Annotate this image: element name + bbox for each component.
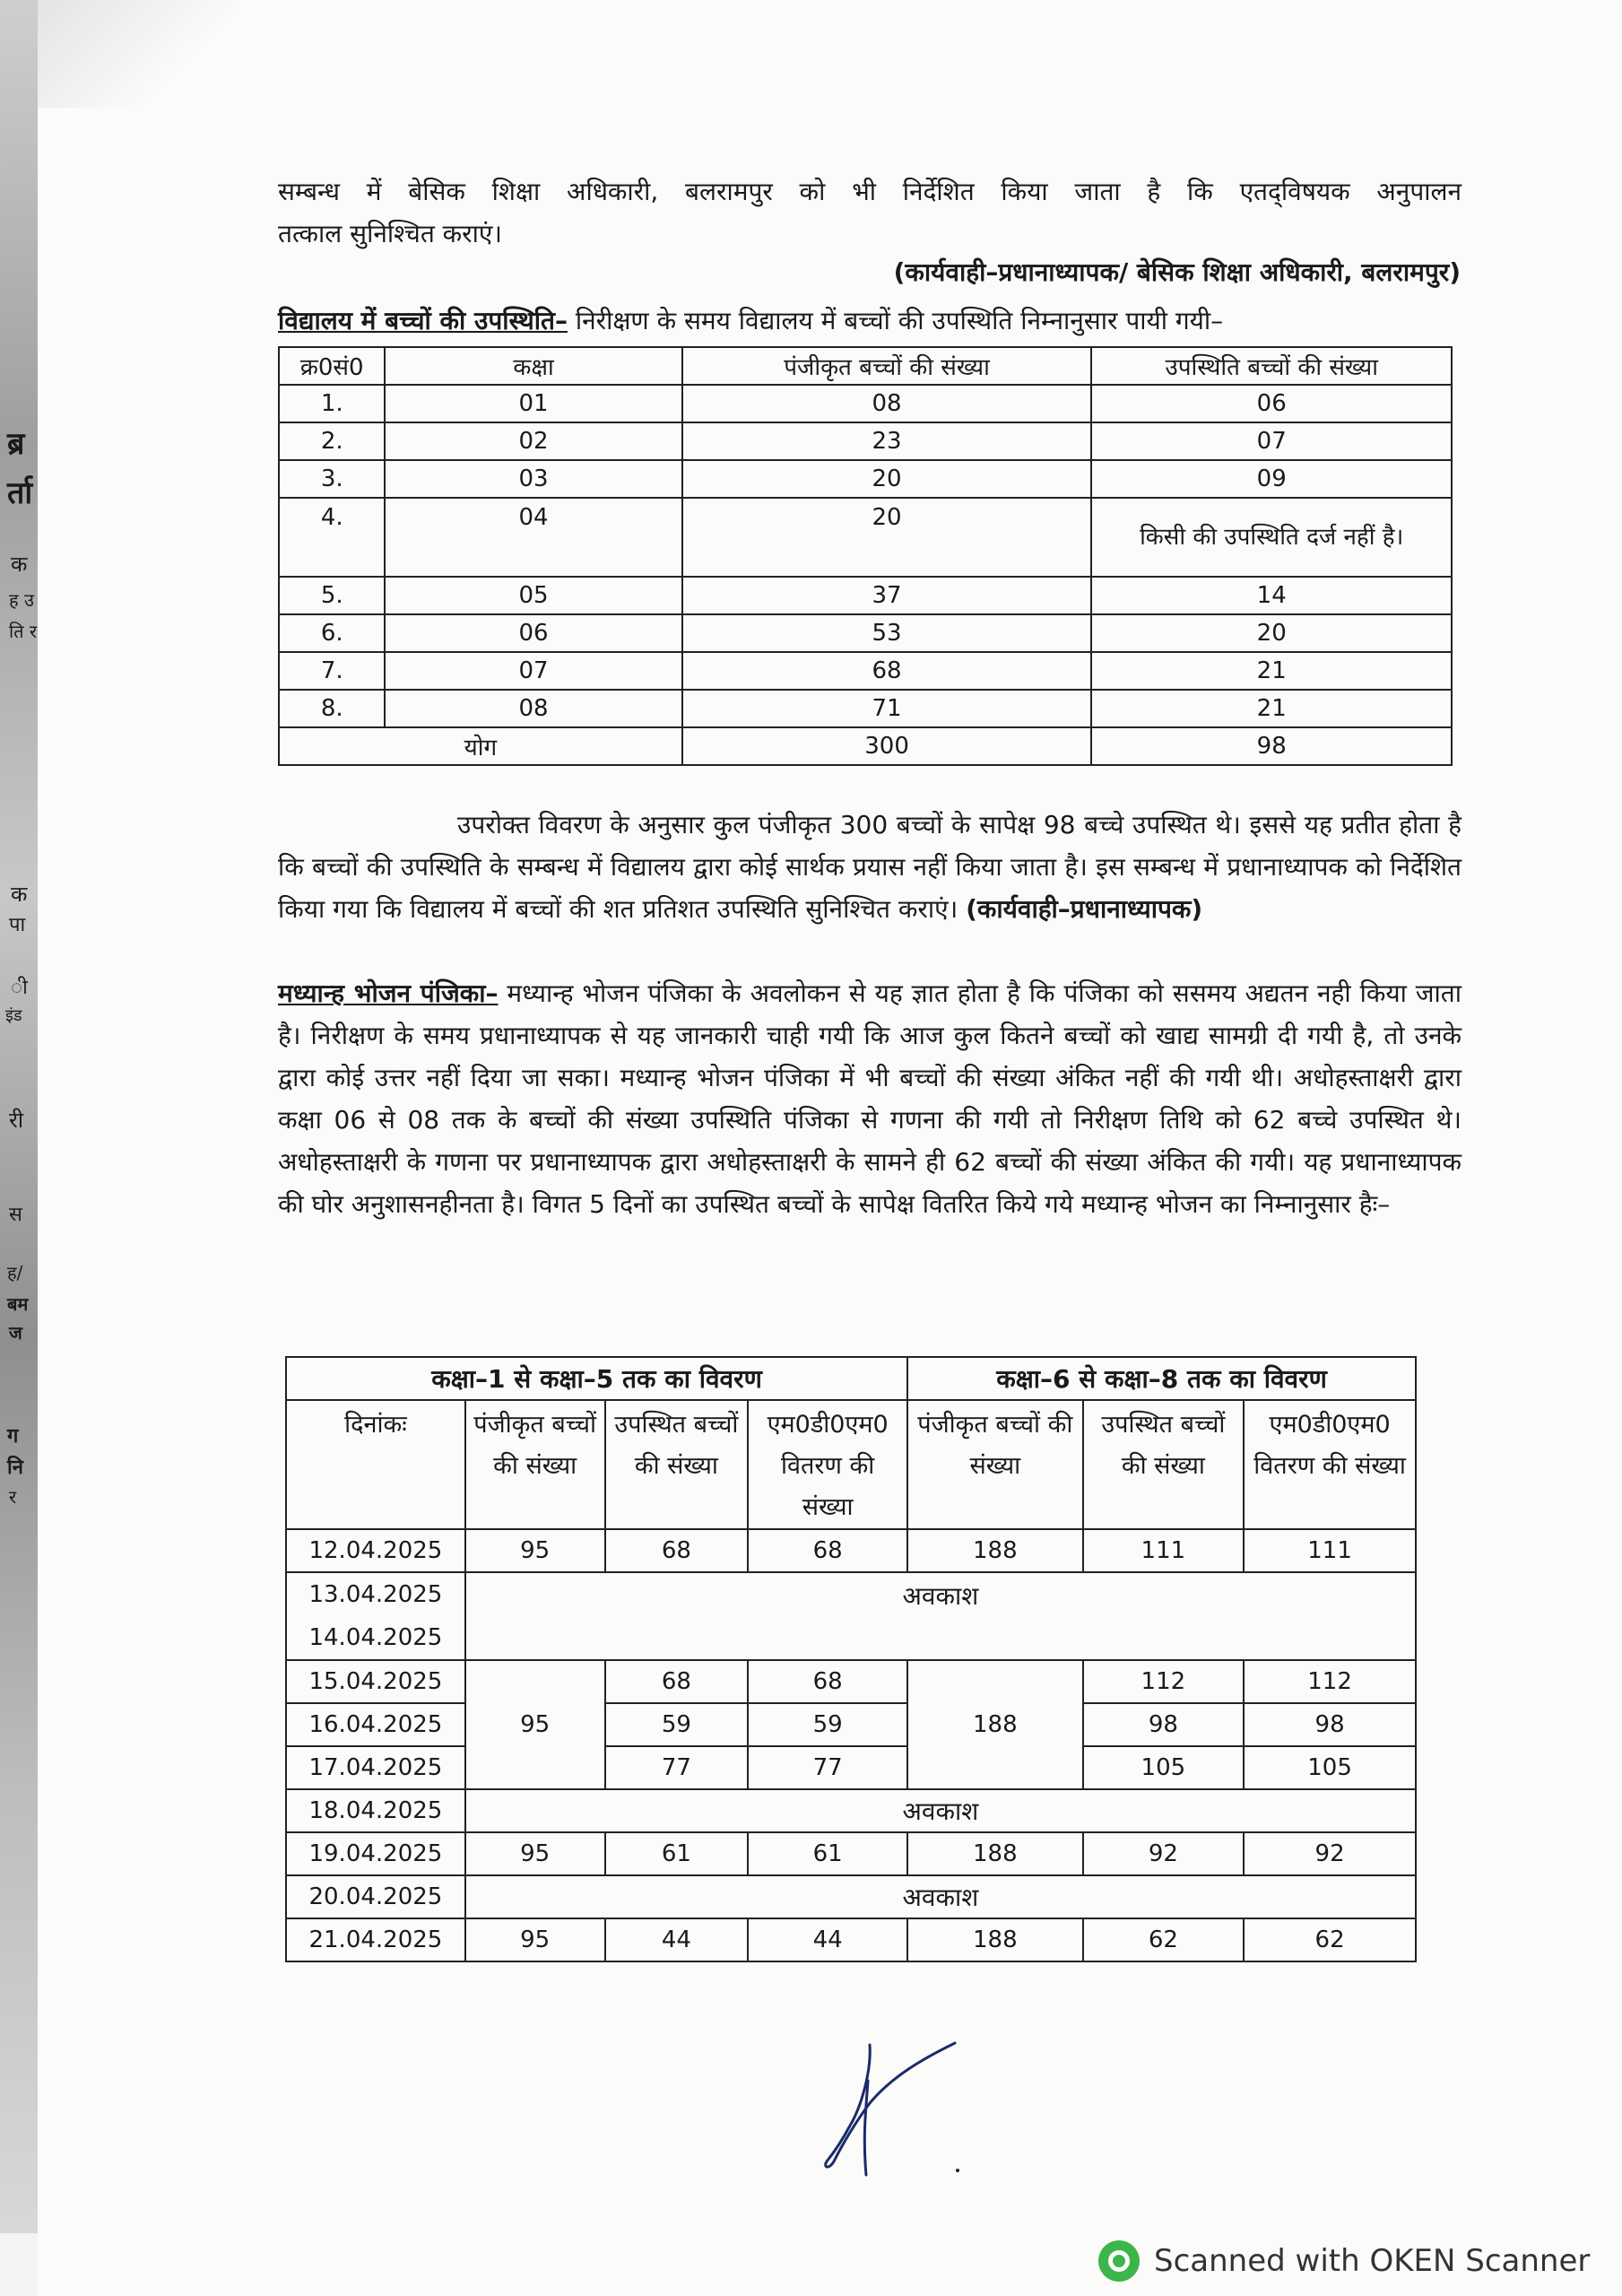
date-cell: 16.04.2025 — [286, 1703, 465, 1746]
date-cell: 18.04.2025 — [286, 1789, 465, 1832]
margin-fragment: ज — [9, 1322, 22, 1344]
table-cell: 8. — [279, 690, 385, 727]
table-cell: 3. — [279, 460, 385, 498]
table-row — [286, 1918, 1416, 1961]
table-cell: 20 — [682, 460, 1092, 498]
margin-fragment: ब्र — [7, 426, 25, 462]
table-cell: 68 — [748, 1529, 907, 1572]
attendance-intro-text: निरीक्षण के समय विद्यालय में बच्चों की उपस्थिति निम्नानुसार पायी गयी– — [567, 306, 1224, 335]
table-cell: 37 — [682, 577, 1092, 614]
table-cell: 188 — [907, 1660, 1083, 1789]
mdm-column-header-row — [286, 1400, 1416, 1529]
holiday-cell: अवकाश — [465, 1875, 1416, 1918]
table-cell: 59 — [605, 1703, 749, 1746]
table-cell: 07 — [385, 652, 681, 690]
total-present: 98 — [1091, 727, 1452, 765]
date-text: 13.04.2025 — [308, 1581, 443, 1608]
table-row — [279, 577, 1452, 614]
group-header-1to5: कक्षा–1 से कक्षा–5 तक का विवरण — [286, 1357, 907, 1400]
table-row — [279, 498, 1452, 577]
mdm-heading: मध्यान्ह भोजन पंजिका– — [278, 978, 499, 1008]
header-cell: कक्षा — [385, 347, 681, 385]
scanner-logo-icon — [1098, 2240, 1140, 2282]
table-cell: 98 — [1244, 1703, 1416, 1746]
table-cell: 08 — [682, 385, 1092, 422]
margin-fragment: ह उ — [9, 589, 34, 611]
attendance-intro — [278, 300, 1462, 342]
table-row — [286, 1572, 1416, 1660]
table-row — [279, 422, 1452, 460]
table-cell: 20 — [1091, 614, 1452, 652]
table-cell: 61 — [748, 1832, 907, 1875]
action-note-2: (कार्यवाही–प्रधानाध्यापक) — [966, 894, 1203, 924]
table-cell: 98 — [1083, 1703, 1245, 1746]
table-cell: 111 — [1244, 1529, 1416, 1572]
table-row — [279, 614, 1452, 652]
margin-fragment: बम — [7, 1293, 29, 1315]
table-cell: 105 — [1083, 1746, 1245, 1789]
table-cell: 111 — [1083, 1529, 1245, 1572]
col-present: उपस्थित बच्चों की संख्या — [1083, 1400, 1245, 1529]
scanner-text: Scanned with OKEN Scanner — [1154, 2243, 1591, 2279]
header-cell: उपस्थिति बच्चों की संख्या — [1091, 347, 1452, 385]
col-enrolled: पंजीकृत बच्चों की संख्या — [465, 1400, 605, 1529]
table-row — [279, 460, 1452, 498]
margin-fragment: स — [9, 1204, 22, 1226]
table-row — [279, 652, 1452, 690]
table-cell: 08 — [385, 690, 681, 727]
margin-fragment: ह/ — [7, 1262, 23, 1283]
table-cell: 68 — [748, 1660, 907, 1703]
table-cell: 95 — [465, 1832, 605, 1875]
col-mdm: एम0डी0एम0 वितरण की संख्या — [1244, 1400, 1416, 1529]
table-row — [279, 385, 1452, 422]
mdm-table — [285, 1356, 1417, 1962]
table-cell: किसी की उपस्थिति दर्ज नहीं है। — [1091, 498, 1452, 577]
table-cell: 112 — [1244, 1660, 1416, 1703]
margin-fragment: नि — [7, 1457, 23, 1479]
table-cell: 44 — [748, 1918, 907, 1961]
table-cell: 6. — [279, 614, 385, 652]
table-cell: 95 — [465, 1660, 605, 1789]
date-text: 14.04.2025 — [308, 1624, 443, 1651]
table-cell: 21 — [1091, 690, 1452, 727]
table-total-row — [279, 727, 1452, 765]
table-cell: 95 — [465, 1529, 605, 1572]
margin-fragment: पा — [9, 914, 26, 936]
table-cell: 62 — [1244, 1918, 1416, 1961]
table-cell: 06 — [385, 614, 681, 652]
table-cell: 5. — [279, 577, 385, 614]
margin-fragment: क — [11, 552, 28, 577]
table-cell: 05 — [385, 577, 681, 614]
table-cell: 112 — [1083, 1660, 1245, 1703]
table-cell: 20 — [682, 498, 1092, 577]
date-cell: 19.04.2025 — [286, 1832, 465, 1875]
paragraph-line: सम्बन्ध में बेसिक शिक्षा अधिकारी, बलरामपुर को भी निर्देशित किया जाता है कि एतद्‌विषयक अनुपालन — [278, 177, 1462, 206]
table-cell: 59 — [748, 1703, 907, 1746]
margin-fragment: र — [9, 1486, 17, 1508]
holiday-cell: अवकाश — [465, 1572, 1416, 1660]
table-cell: 105 — [1244, 1746, 1416, 1789]
table-cell: 92 — [1083, 1832, 1245, 1875]
page-fold — [38, 0, 235, 108]
table-row — [286, 1875, 1416, 1918]
table-cell: 21 — [1091, 652, 1452, 690]
table-cell: 02 — [385, 422, 681, 460]
attendance-heading: विद्यालय में बच्चों की उपस्थिति– — [278, 306, 568, 335]
table-cell: 68 — [605, 1660, 749, 1703]
date-cell: 17.04.2025 — [286, 1746, 465, 1789]
holiday-cell: अवकाश — [465, 1789, 1416, 1832]
table-cell: 2. — [279, 422, 385, 460]
action-note-1: (कार्यवाही–प्रधानाध्यापक/ बेसिक शिक्षा अधिकारी, बलरामपुर) — [893, 257, 1461, 287]
margin-fragment: ी — [11, 977, 28, 999]
table-header-row — [279, 347, 1452, 385]
table-row — [286, 1703, 1416, 1746]
date-cell: 15.04.2025 — [286, 1660, 465, 1703]
table-cell: 188 — [907, 1832, 1083, 1875]
table-cell: 06 — [1091, 385, 1452, 422]
table-row — [286, 1746, 1416, 1789]
table-cell: 62 — [1083, 1918, 1245, 1961]
table-row — [286, 1529, 1416, 1572]
header-cell: क्र0सं0 — [279, 347, 385, 385]
total-label: योग — [279, 727, 682, 765]
table-cell: 14 — [1091, 577, 1452, 614]
table-cell: 1. — [279, 385, 385, 422]
table-cell: 07 — [1091, 422, 1452, 460]
date-cell — [286, 1572, 465, 1660]
table-row — [286, 1832, 1416, 1875]
date-header: दिनांकः — [286, 1400, 465, 1529]
table-cell: 77 — [748, 1746, 907, 1789]
margin-fragment: इंड — [5, 1006, 22, 1025]
mdm-text: मध्यान्ह भोजन पंजिका के अवलोकन से यह ज्ञात होता है कि पंजिका को ससमय अद्यतन नही किया जाता है। निरीक्षण के समय प्रधानाध्यापक से यह जानकारी चाही गयी कि आज कुल कितने बच्चों को खाद्य सामग्री दी गयी है, तो उनके द्वारा कोई उत्तर नहीं दिया जा सका। मध्यान्ह भोजन पंजिका में भी बच्चों की संख्या अंकित नहीं की गयी थी। अधोहस्ताक्षरी द्वारा कक्षा 06 से 08 तक के बच्चों की संख्या उपस्थिति पंजिका से गणना की गयी तो निरीक्षण तिथि को 62 बच्चे उपस्थित थे। अधोहस्ताक्षरी के गणना पर प्रधानाध्यापक द्वारा अधोहस्ताक्षरी के सामने ही 62 बच्चों की संख्या अंकित की गयी। यह प्रधानाध्यापक की घोर अनुशासनहीनता है। विगत 5 दिनों का उपस्थित बच्चों के सापेक्ष वितरित किये गये मध्यान्ह भोजन का निम्नानुसार हैः– — [278, 978, 1462, 1219]
scanner-watermark — [1098, 2240, 1590, 2282]
signature-scribble — [807, 2036, 959, 2179]
table-cell: 4. — [279, 498, 385, 577]
table-cell: 03 — [385, 460, 681, 498]
attendance-summary-text: उपरोक्त विवरण के अनुसार कुल पंजीकृत 300 बच्चों के सापेक्ष 98 बच्चे उपस्थित थे। इससे यह प्रतीत होता है कि बच्चों की उपस्थिति के सम्बन्ध में विद्यालय द्वारा कोई सार्थक प्रयास नहीं किया जाता है। इस सम्बन्ध में प्रधानाध्यापक को निर्देशित किया गया कि विद्यालय में बच्चों की शत प्रतिशत उपस्थिति सुनिश्चित कराएं। — [278, 810, 1462, 924]
date-cell: 12.04.2025 — [286, 1529, 465, 1572]
table-cell: 68 — [605, 1529, 749, 1572]
table-cell: 71 — [682, 690, 1092, 727]
table-cell: 23 — [682, 422, 1092, 460]
table-cell: 53 — [682, 614, 1092, 652]
col-mdm: एम0डी0एम0 वितरण की संख्या — [748, 1400, 907, 1529]
table-cell: 95 — [465, 1918, 605, 1961]
table-cell: 188 — [907, 1918, 1083, 1961]
margin-fragment: क — [11, 882, 28, 907]
total-enrolled: 300 — [682, 727, 1092, 765]
mdm-group-header-row — [286, 1357, 1416, 1400]
margin-fragment: री — [9, 1108, 24, 1133]
table-row — [286, 1660, 1416, 1703]
col-enrolled: पंजीकृत बच्चों की संख्या — [907, 1400, 1083, 1529]
table-cell: 04 — [385, 498, 681, 577]
table-cell: 7. — [279, 652, 385, 690]
paragraph-attendance-summary — [278, 804, 1462, 930]
paragraph-line: तत्काल सुनिश्चित कराएं। — [278, 219, 502, 248]
table-cell: 68 — [682, 652, 1092, 690]
table-cell: 61 — [605, 1832, 749, 1875]
paragraph-intro — [278, 170, 1462, 255]
margin-fragment: ति र — [9, 621, 38, 642]
table-cell: 188 — [907, 1529, 1083, 1572]
margin-fragment: ग — [7, 1425, 19, 1448]
margin-fragment: र्ता — [7, 475, 33, 511]
table-row — [286, 1789, 1416, 1832]
table-cell: 44 — [605, 1918, 749, 1961]
date-cell: 21.04.2025 — [286, 1918, 465, 1961]
table-row — [279, 690, 1452, 727]
paragraph-mdm — [278, 972, 1462, 1225]
group-header-6to8: कक्षा–6 से कक्षा–8 तक का विवरण — [907, 1357, 1416, 1400]
table-cell: 09 — [1091, 460, 1452, 498]
attendance-table — [278, 346, 1453, 766]
table-cell: 77 — [605, 1746, 749, 1789]
table-cell: 01 — [385, 385, 681, 422]
table-cell: 92 — [1244, 1832, 1416, 1875]
header-cell: पंजीकृत बच्चों की संख्या — [682, 347, 1092, 385]
col-present: उपस्थित बच्चों की संख्या — [605, 1400, 749, 1529]
date-cell: 20.04.2025 — [286, 1875, 465, 1918]
